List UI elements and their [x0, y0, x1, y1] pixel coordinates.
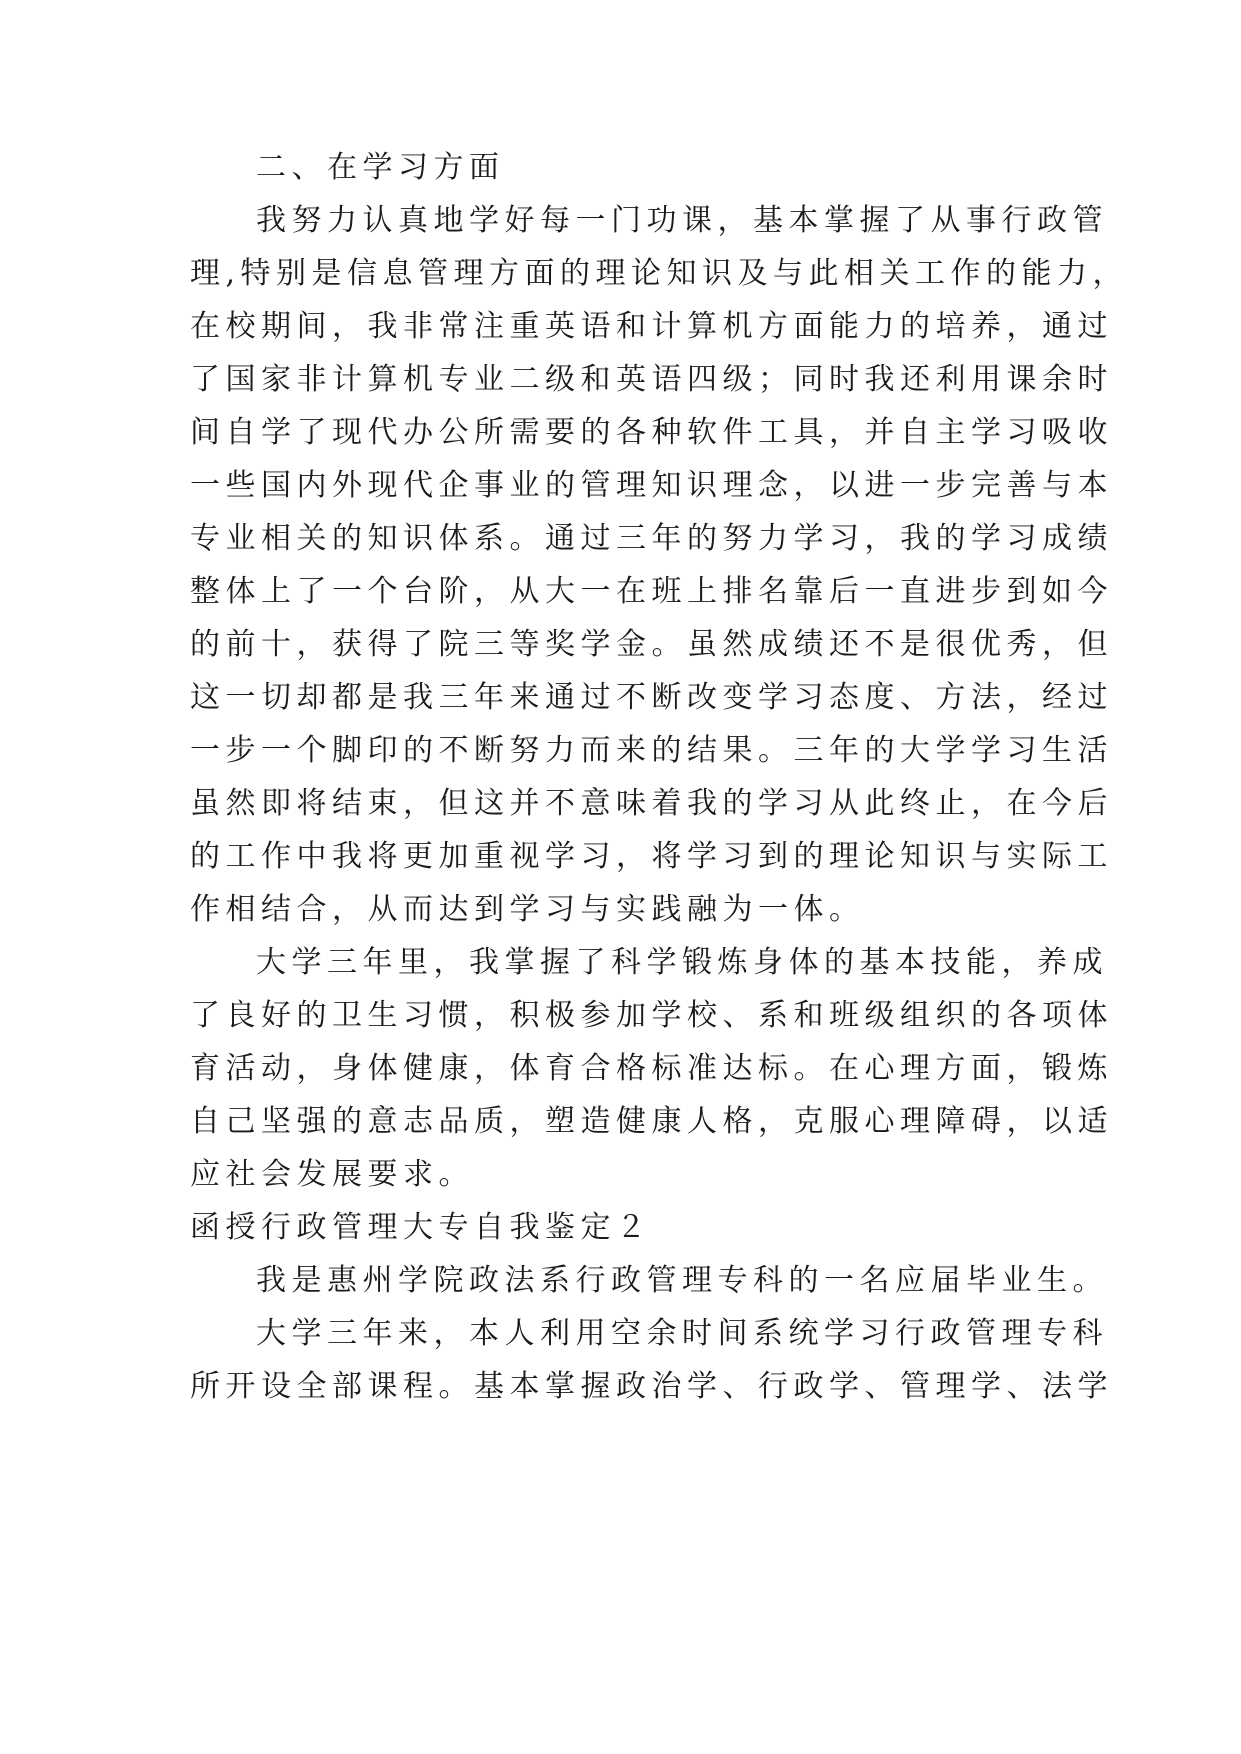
paragraph-line: 这一切却都是我三年来通过不断改变学习态度、方法，经过 — [190, 680, 1113, 715]
paragraph-line: 大学三年来，本人利用空余时间系统学习行政管理专科 — [256, 1316, 1108, 1351]
section-heading: 二、在学习方面 — [256, 150, 505, 185]
paragraph-line: 应社会发展要求。 — [190, 1157, 474, 1192]
paragraph-line: 间自学了现代办公所需要的各种软件工具，并自主学习吸收 — [190, 415, 1113, 450]
paragraph-line: 大学三年里，我掌握了科学锻炼身体的基本技能，养成 — [256, 945, 1108, 980]
paragraph-line: 在校期间，我非常注重英语和计算机方面能力的培养，通过 — [190, 309, 1113, 344]
paragraph-line: 自己坚强的意志品质，塑造健康人格，克服心理障碍，以适 — [190, 1104, 1113, 1139]
document-title: 函授行政管理大专自我鉴定２ — [190, 1210, 652, 1245]
paragraph-line: 所开设全部课程。基本掌握政治学、行政学、管理学、法学 — [190, 1369, 1113, 1404]
paragraph-line: 了国家非计算机专业二级和英语四级；同时我还利用课余时 — [190, 362, 1113, 397]
paragraph-line: 我是惠州学院政法系行政管理专科的一名应届毕业生。 — [256, 1263, 1108, 1298]
paragraph-line: 我努力认真地学好每一门功课，基本掌握了从事行政管 — [256, 203, 1108, 238]
paragraph-line: 一些国内外现代企事业的管理知识理念，以进一步完善与本 — [190, 468, 1113, 503]
paragraph-line: 的工作中我将更加重视学习，将学习到的理论知识与实际工 — [190, 839, 1113, 874]
paragraph-line: 一步一个脚印的不断努力而来的结果。三年的大学学习生活 — [190, 733, 1113, 768]
paragraph-line: 理,特别是信息管理方面的理论知识及与此相关工作的能力， — [190, 256, 1129, 291]
paragraph-line: 虽然即将结束，但这并不意味着我的学习从此终止，在今后 — [190, 786, 1113, 821]
paragraph-line: 的前十，获得了院三等奖学金。虽然成绩还不是很优秀，但 — [190, 627, 1113, 662]
paragraph-line: 作相结合，从而达到学习与实践融为一体。 — [190, 892, 865, 927]
paragraph-line: 整体上了一个台阶，从大一在班上排名靠后一直进步到如今 — [190, 574, 1113, 609]
paragraph-line: 了良好的卫生习惯，积极参加学校、系和班级组织的各项体 — [190, 998, 1113, 1033]
paragraph-line: 育活动，身体健康，体育合格标准达标。在心理方面，锻炼 — [190, 1051, 1113, 1086]
paragraph-line: 专业相关的知识体系。通过三年的努力学习，我的学习成绩 — [190, 521, 1113, 556]
